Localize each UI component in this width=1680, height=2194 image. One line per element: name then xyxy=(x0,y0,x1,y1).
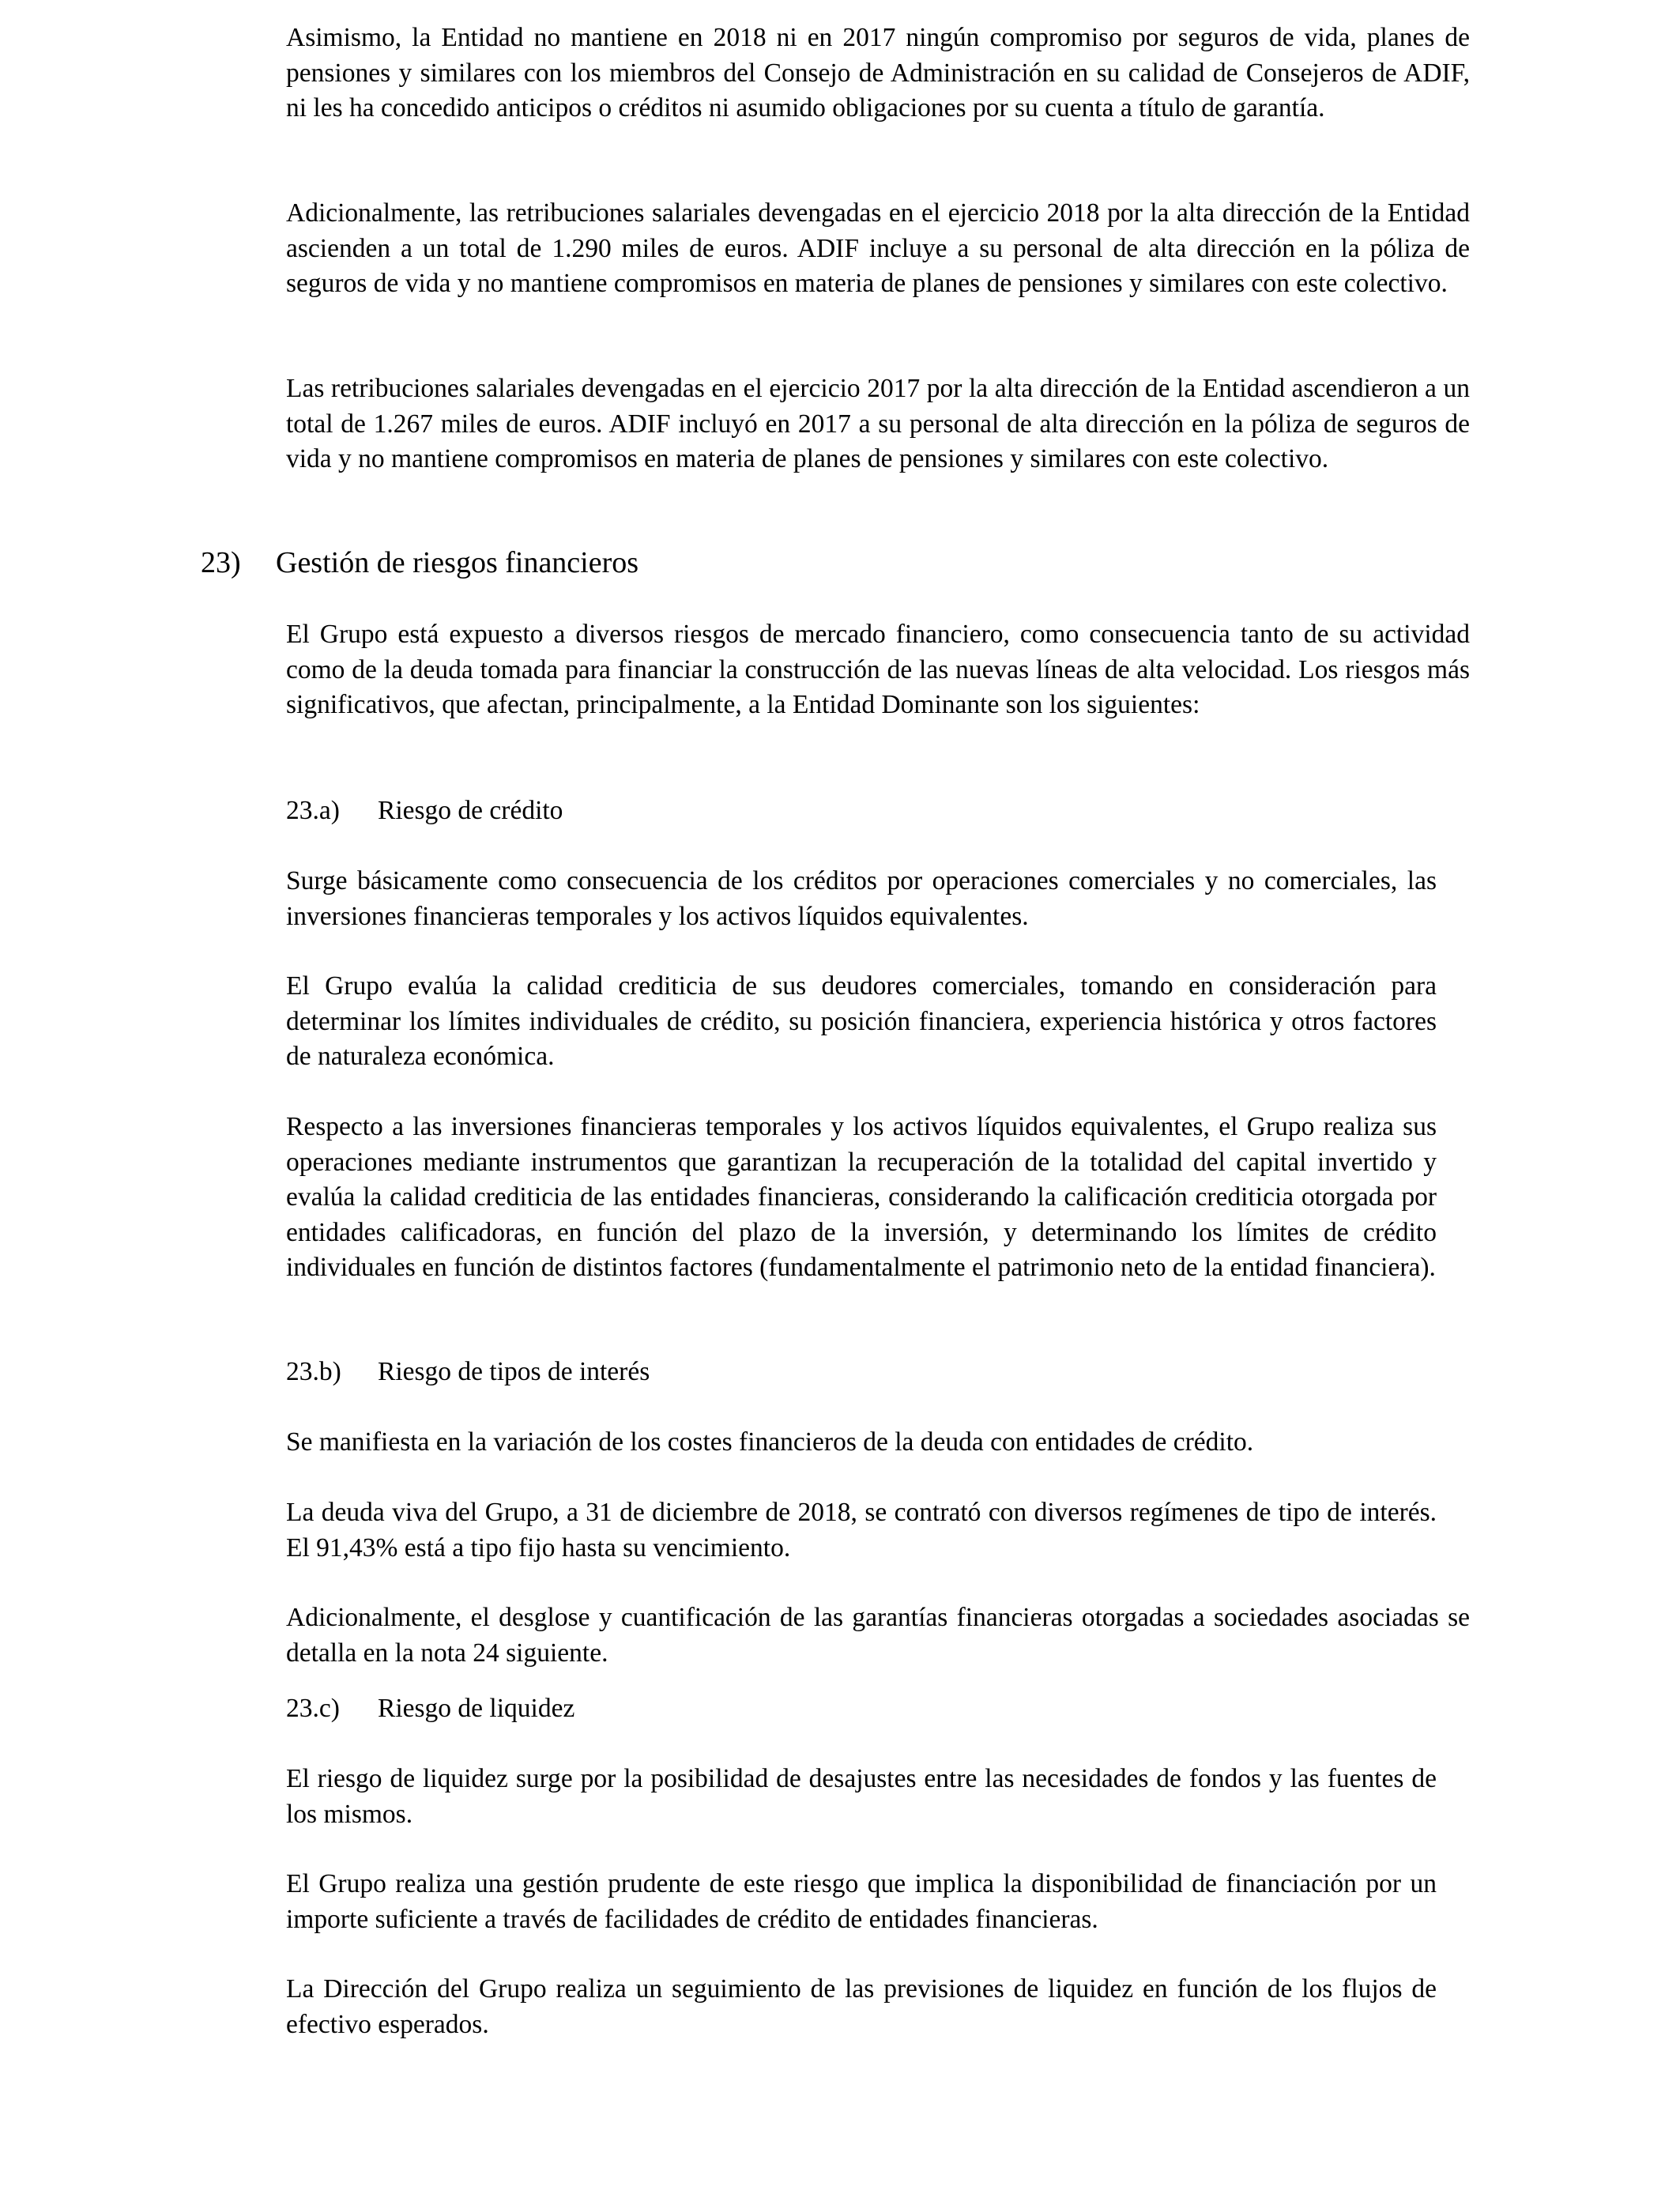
paragraph-alta-direccion-2018: Adicionalmente, las retribuciones salariales devengadas en el ejercicio 2018 por la alta dirección de la Entidad ascienden a un total de 1.290 miles de euros. ADIF incluye a su personal de alta dirección en la póliza de seguros de vida y no mantiene compromisos en materia de planes de pensiones y similares con este colectivo. xyxy=(286,198,1470,299)
paragraph-alta-direccion-2017: Las retribuciones salariales devengadas en el ejercicio 2017 por la alta dirección de la Entidad ascendieron a un total de 1.267 miles de euros. ADIF incluyó en 2017 a su personal de alta dirección en la póliza de seguros de vida y no mantiene compromisos en materia de planes de pensiones y similares con este colectivo. xyxy=(286,374,1470,474)
paragraph-credito-origen: Surge básicamente como consecuencia de los créditos por operaciones comerciales y no comerciales, las inversiones financieras temporales y los activos líquidos equivalentes. xyxy=(286,866,1437,931)
paragraph-tipos-deuda-viva: La deuda viva del Grupo, a 31 de diciembre de 2018, se contrató con diversos regímenes de tipo de interés. El 91,43% está a tipo fijo hasta su vencimiento. xyxy=(286,1498,1437,1563)
subsection-heading-liquidez xyxy=(286,1691,574,1727)
paragraph-consejo-compromisos: Asimismo, la Entidad no mantiene en 2018 ni en 2017 ningún compromiso por seguros de vida, planes de pensiones y similares con los miembros del Consejo de Administración en su calidad de Consejeros de ADIF, ni les ha concedido anticipos o créditos ni asumido obligaciones por su cuenta a título de garantía. xyxy=(286,23,1470,123)
subsection-heading-tipos-interes xyxy=(286,1355,650,1390)
section-heading xyxy=(201,544,638,582)
subsection-number: 23.a) xyxy=(286,796,340,825)
subsection-heading-credito xyxy=(286,794,563,829)
subsection-title: Riesgo de crédito xyxy=(378,796,563,825)
paragraph-section-intro: El Grupo está expuesto a diversos riesgos de mercado financiero, como consecuencia tanto de su actividad como de la deuda tomada para financiar la construcción de las nuevas líneas de alta velocidad. Los riesgos más significativos, que afectan, principalmente, a la Entidad Dominante son los siguientes: xyxy=(286,620,1470,720)
paragraph-tipos-variacion: Se manifiesta en la variación de los costes financieros de la deuda con entidades de crédito. xyxy=(286,1427,1254,1457)
paragraph-credito-inversiones: Respecto a las inversiones financieras temporales y los activos líquidos equivalentes, el Grupo realiza sus operaciones mediante instrumentos que garantizan la recuperación de la totalidad del capital invertido y evalúa la calidad crediticia de las entidades financieras, considerando la calificación crediticia otorgada por entidades calificadoras, en función del plazo de la inversión, y determinando los límites de crédito individuales en función de distintos factores (fundamentalmente el patrimonio neto de la entidad financiera). xyxy=(286,1112,1437,1283)
paragraph-liquidez-gestion: El Grupo realiza una gestión prudente de este riesgo que implica la disponibilidad de financiación por un importe suficiente a través de facilidades de crédito de entidades financieras. xyxy=(286,1869,1437,1934)
subsection-title: Riesgo de liquidez xyxy=(378,1694,575,1723)
section-title: Gestión de riesgos financieros xyxy=(276,546,639,579)
subsection-number: 23.c) xyxy=(286,1694,340,1723)
paragraph-credito-evaluacion: El Grupo evalúa la calidad crediticia de sus deudores comerciales, tomando en consideración para determinar los límites individuales de crédito, su posición financiera, experiencia histórica y otros factores de naturaleza económica. xyxy=(286,971,1437,1072)
paragraph-tipos-garantias: Adicionalmente, el desglose y cuantificación de las garantías financieras otorgadas a sociedades asociadas se detalla en la nota 24 siguiente. xyxy=(286,1603,1470,1668)
section-number: 23) xyxy=(201,546,241,579)
subsection-title: Riesgo de tipos de interés xyxy=(378,1357,650,1386)
paragraph-liquidez-definicion: El riesgo de liquidez surge por la posibilidad de desajustes entre las necesidades de fondos y las fuentes de los mismos. xyxy=(286,1764,1437,1829)
subsection-number: 23.b) xyxy=(286,1357,341,1386)
paragraph-liquidez-seguimiento: La Dirección del Grupo realiza un seguimiento de las previsiones de liquidez en función de los flujos de efectivo esperados. xyxy=(286,1974,1437,2039)
